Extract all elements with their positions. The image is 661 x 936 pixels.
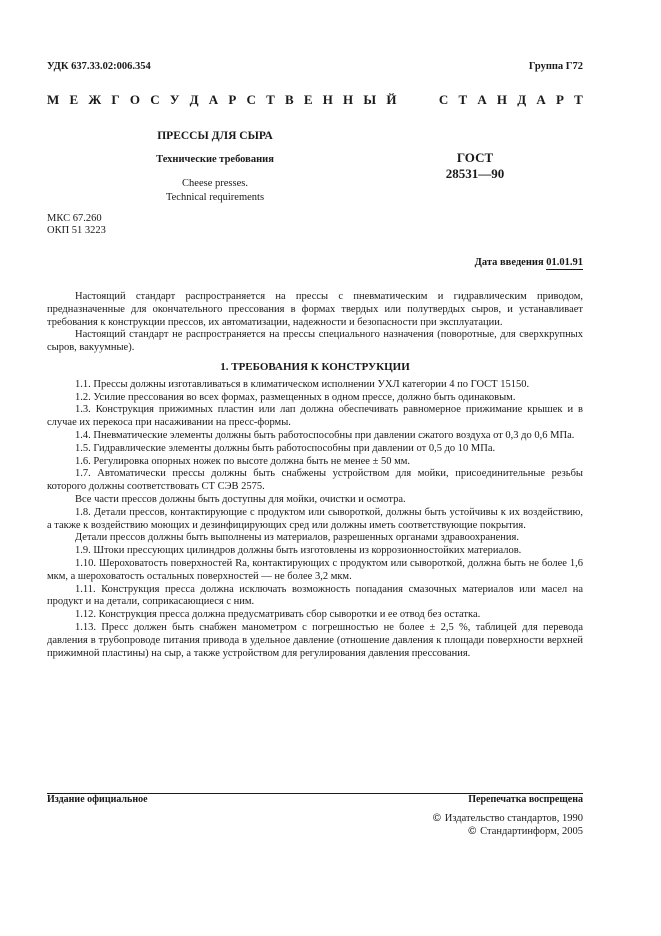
intro-paragraph: Настоящий стандарт не распространяется на прессы специального назначения (поворотные, для сверхкрупных сыров, вакуумные). <box>47 329 583 354</box>
banner-letter: Д <box>517 92 527 107</box>
banner-letter: Е <box>69 92 79 107</box>
copyright-text: Стандартинформ, 2005 <box>480 826 583 837</box>
banner-letter: Е <box>303 92 313 107</box>
clause-paragraph: 1.5. Гидравлические элементы должны быть работоспособны при давлении от 0,5 до 10 МПа. <box>75 442 496 454</box>
banner-letter: Р <box>556 92 564 107</box>
banner-letter: А <box>477 92 487 107</box>
banner-gap <box>407 92 429 108</box>
clause-paragraph: 1.10. Шероховатость поверхностей Ra, контактирующих с продуктом или сывороткой, должна быть не более 1,6 мкм, а шероховатость остальных поверхностей — не более 3,2 мкм. <box>47 557 583 582</box>
banner-letter: У <box>169 92 180 107</box>
copyright-symbol: © <box>467 825 478 837</box>
classification-codes <box>47 213 106 237</box>
clause-paragraph: 1.12. Конструкция пресса должна предусматривать сбор сыворотки и ее отвод без остатка. <box>75 609 481 621</box>
group-code: Группа Г72 <box>528 61 583 72</box>
udk-code: УДК 637.33.02:006.354 <box>47 61 151 72</box>
official-edition-label: Издание официальное <box>47 794 148 805</box>
interstate-standard-banner <box>47 92 583 108</box>
intro-date-value: 01.01.91 <box>546 257 583 268</box>
copyright-line <box>432 825 583 838</box>
clause-paragraph: 1.6. Регулировка опорных ножек по высоте должна быть не менее ± 50 мм. <box>75 455 411 467</box>
title-block <box>110 130 320 205</box>
clause-paragraph: 1.7. Автоматически прессы должны быть снабжены устройством для мойки, присоединительные резьбы которого должны соответствовать СТ СЭВ 2575. <box>47 468 583 493</box>
clause-paragraph: 1.2. Усилие прессования во всех формах, размещенных в одном прессе, должно быть одинаковым. <box>75 391 516 403</box>
english-title-line2: Technical requirements <box>165 192 265 203</box>
copyright-text: Издательство стандартов, 1990 <box>444 813 583 824</box>
clause-paragraph: 1.3. Конструкция прижимных пластин или лап должна обеспечивать равномерное прижимание крышек и в случае их перекоса при насаживании на пресс-формы. <box>47 404 583 429</box>
banner-letter: С <box>150 92 160 107</box>
banner-letter: Д <box>189 92 199 107</box>
banner-letter: С <box>438 92 449 107</box>
banner-letter: Й <box>386 92 397 107</box>
okp-code: ОКП 51 3223 <box>47 225 106 236</box>
copyright-line <box>432 812 583 825</box>
banner-letter: Г <box>111 92 120 107</box>
banner-letter: Н <box>322 92 333 107</box>
clause-paragraph: 1.11. Конструкция пресса должна исключать возможность попадания смазочных материалов или масел на продукт и на детали, соприкасающиеся с ним. <box>47 583 583 608</box>
banner-letter: Ж <box>88 92 102 107</box>
document-subtitle: Технические требования <box>156 154 274 165</box>
banner-letter: С <box>246 92 256 107</box>
banner-letter: В <box>284 92 294 107</box>
banner-letter: Ы <box>363 92 377 107</box>
banner-letter: Т <box>574 92 583 107</box>
introduction-date <box>475 257 583 268</box>
gost-code: 28531—90 <box>445 166 505 181</box>
clause-paragraph: Все части прессов должны быть доступны для мойки, очистки и осмотра. <box>75 493 406 505</box>
banner-letter: А <box>208 92 219 107</box>
banner-letter: Т <box>458 92 468 107</box>
banner-letter: Н <box>496 92 508 107</box>
banner-letter: Р <box>228 92 237 107</box>
clause-paragraph: 1.4. Пневматические элементы должны быть работоспособны при давлении сжатого воздуха от 0,3 до 0,6 МПа. <box>75 429 575 441</box>
clause-paragraph: 1.8. Детали прессов, контактирующие с продуктом или сывороткой, должны быть устойчивы к их воздействию, а также к воздействию моющих и дезинфицирующих сред или должны иметь соответствующие покрытия. <box>47 506 583 531</box>
copyright-block <box>432 812 583 838</box>
gost-number <box>430 150 520 182</box>
clause-paragraph: Детали прессов должны быть выполнены из материалов, разрешенных органами здравоохранения. <box>75 532 519 544</box>
banner-letter: А <box>536 92 546 107</box>
clause-paragraph: 1.1. Прессы должны изготавливаться в климатическом исполнении УХЛ категории 4 по ГОСТ 15150. <box>75 378 530 390</box>
english-title-line1: Cheese presses. <box>182 178 248 189</box>
banner-letter: О <box>129 92 141 107</box>
banner-letter: Т <box>266 92 275 107</box>
document-title: ПРЕССЫ ДЛЯ СЫРА <box>157 130 273 142</box>
banner-letter: М <box>47 92 60 107</box>
clause-paragraph: 1.13. Пресс должен быть снабжен манометром с погрешностью не более ± 2,5 %, таблицей для перевода давления в трубопроводе питания привода в удельное давление (отношение давления к площади поверхности верхней прижимной пластины) на сыр, а также устройством для регулирования давления прессования. <box>47 621 583 659</box>
section-heading: 1. ТРЕБОВАНИЯ К КОНСТРУКЦИИ <box>220 360 410 373</box>
clause-paragraph: 1.9. Штоки прессующих цилиндров должны быть изготовлены из коррозионностойких материалов. <box>75 545 522 557</box>
mks-code: МКС 67.260 <box>47 213 102 224</box>
copyright-symbol: © <box>431 812 443 824</box>
reprint-prohibited-label: Перепечатка воспрещена <box>468 794 583 805</box>
intro-paragraph: Настоящий стандарт распространяется на прессы с пневматическим и гидравлическим приводом, предназначенные для окончательного прессования в формах твердых или полутвердых сыров, и устанавливает требования к конструкции прессов, их автоматизации, надежности и безопасности при эксплуатации. <box>47 291 583 328</box>
intro-date-label: Дата введения <box>474 257 547 268</box>
banner-letter: Н <box>343 92 354 107</box>
gost-label: ГОСТ <box>456 150 494 165</box>
document-body <box>47 291 583 660</box>
